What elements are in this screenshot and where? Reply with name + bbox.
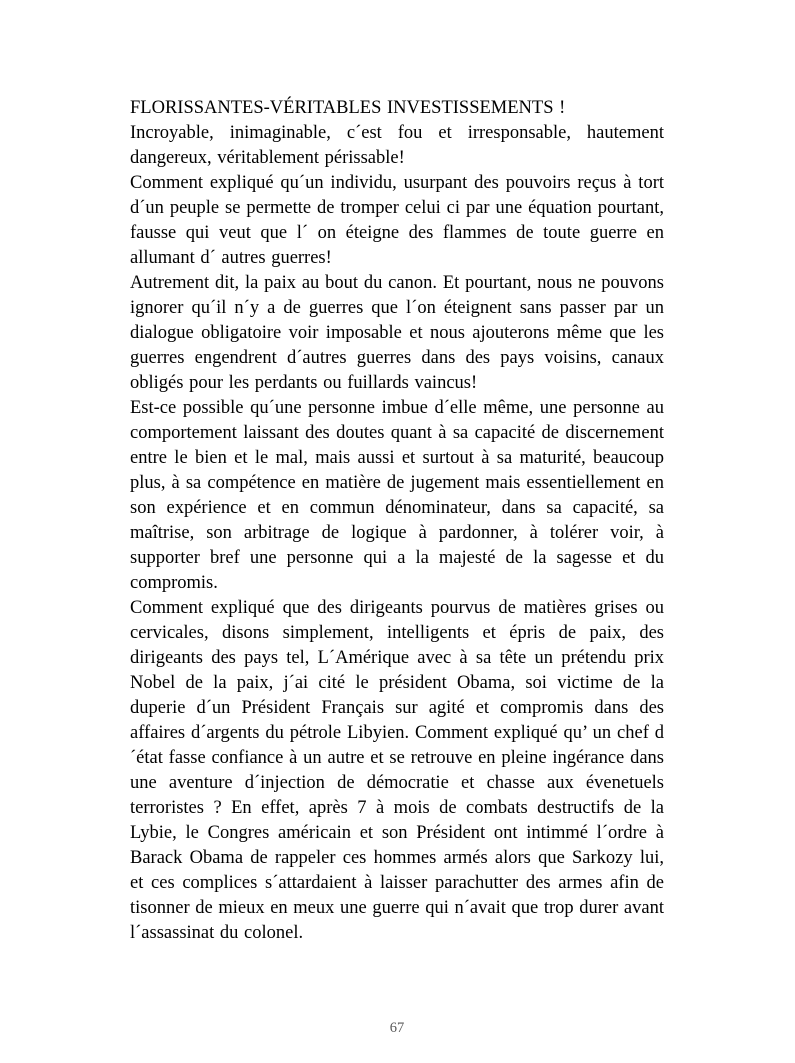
paragraph-2: Comment expliqué qu´un individu, usurpant des pouvoirs reçus à tort d´un peuple se permette de tromper celui ci par une équation pourtant, fausse qui veut que l´ on éteigne des flammes de toute guerre en allumant d´ autres guerres! bbox=[130, 173, 664, 268]
document-body bbox=[130, 96, 664, 946]
paragraph-1: Incroyable, inimaginable, c´est fou et irresponsable, hautement dangereux, véritablement périssable! bbox=[130, 123, 664, 168]
page-number: 67 bbox=[389, 1020, 405, 1036]
paragraph-4: Est-ce possible qu´une personne imbue d´elle même, une personne au comportement laissant des doutes quant à sa capacité de discernement entre le bien et le mal, mais aussi et surtout à sa maturité, beaucoup plus, à sa compétence en matière de jugement mais essentiellement en son expérience et en commun dénominateur, dans sa capacité, sa maîtrise, son arbitrage de logique à pardonner, à tolérer voir, à supporter bref une personne qui a la majesté de la sagesse et du compromis. bbox=[130, 398, 664, 593]
document-title: FLORISSANTES-VÉRITABLES INVESTISSEMENTS ! bbox=[130, 98, 566, 118]
paragraph-5: Comment expliqué que des dirigeants pourvus de matières grises ou cervicales, disons simplement, intelligents et épris de paix, des dirigeants des pays tel, L´Amérique avec à sa tête un prétendu prix Nobel de la paix, j´ai cité le président Obama, soi victime de la duperie d´un Président Français sur agité et compromis dans des affaires d´argents du pétrole Libyien. Comment expliqué qu’ un chef d´état fasse confiance à un autre et se retrouve en pleine ingérance dans une aventure d´injection de démocratie et chasse aux évenetuels terroristes ? En effet, après 7 à mois de combats destructifs de la Lybie, le Congres américain et son Président ont intimmé l´ordre à Barack Obama de rappeler ces hommes armés alors que Sarkozy lui, et ces complices s´attardaient à laisser parachutter des armes afin de tisonner de mieux en meux une guerre qui n´avait que trop durer avant l´assassinat du colonel. bbox=[130, 598, 664, 943]
paragraph-3: Autrement dit, la paix au bout du canon. Et pourtant, nous ne pouvons ignorer qu´il n´y a de guerres que l´on éteignent sans passer par un dialogue obligatoire voir imposable et nous ajouterons même que les guerres engendrent d´autres guerres dans des pays voisins, canaux obligés pour les perdants ou fuillards vaincus! bbox=[130, 273, 664, 393]
